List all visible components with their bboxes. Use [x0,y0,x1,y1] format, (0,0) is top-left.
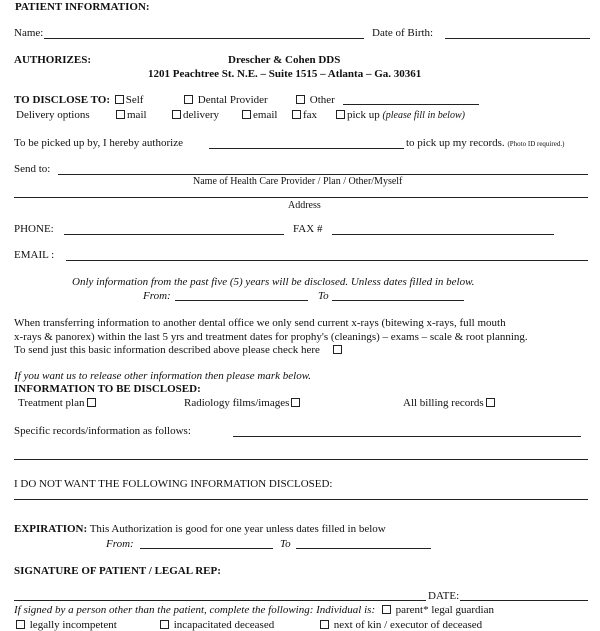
next-of-kin-checkbox[interactable] [320,620,329,629]
practice-name: Drescher & Cohen DDS [228,54,341,66]
radiology-checkbox[interactable] [291,398,300,407]
disclose-row [14,95,143,106]
pickup-text-before: To be picked up by, I hereby authorize [14,137,183,149]
pickup-option [334,110,465,121]
do-not-disclose-field[interactable] [14,499,588,500]
signed-by-text: If signed by a person other than the patient, complete the following: Individual is: [14,604,376,616]
expiration-label: EXPIRATION: [14,523,88,535]
pickup-text-after [406,138,564,149]
only-info-text: Only information from the past five (5) years will be disclosed. Unless dates filled in below. [72,276,475,288]
transfer-line-1: When transferring information to another dental office we only send current x-rays (bitewing x-rays, full mouth [14,317,506,329]
treatment-checkbox[interactable] [87,398,96,407]
delivery-option-label: delivery [183,109,220,121]
incapacitated-checkbox[interactable] [160,620,169,629]
signed-by-row [14,605,494,616]
email-option-label: email [253,109,278,121]
specific-records-field-2[interactable] [14,459,588,460]
name-field[interactable] [44,38,364,39]
incapacitated-label: incapacitated deceased [173,619,275,631]
expiration-from-field[interactable] [140,548,273,549]
specific-records-label: Specific records/information as follows: [14,425,191,437]
self-checkbox[interactable] [115,95,124,104]
expiration-to-field[interactable] [296,548,431,549]
radiology-option [184,398,302,409]
delivery-option [170,110,219,121]
authorizes-label: AUTHORIZES: [14,54,92,66]
email-checkbox[interactable] [242,110,251,119]
other-label: Other [309,94,335,106]
only-info-from-label: From: [143,290,171,302]
fax-field[interactable] [332,234,554,235]
signature-date-label: DATE: [428,590,460,602]
other-option [294,95,335,106]
incompetent-checkbox[interactable] [16,620,25,629]
mail-option [114,110,147,121]
provider-caption: Name of Health Care Provider / Plan / Other/Myself [193,176,403,187]
mail-label: mail [127,109,147,121]
incompetent-option [14,620,117,631]
transfer-line-3-row [14,345,344,356]
section-title-patient-information: PATIENT INFORMATION: [15,1,150,13]
pickup-person-field[interactable] [209,148,404,149]
email-field[interactable] [66,260,588,261]
radiology-label: Radiology films/images [184,397,290,409]
dental-provider-checkbox[interactable] [184,95,193,104]
dental-provider-label: Dental Provider [197,94,268,106]
delivery-label: Delivery options [16,109,90,121]
photo-id-note: (Photo ID required.) [507,140,565,148]
pickup-option-label: pick up [347,109,380,121]
other-field[interactable] [343,104,479,105]
phone-field[interactable] [64,234,284,235]
expiration-from-label: From: [106,538,134,550]
billing-label: All billing records [403,397,484,409]
parent-checkbox[interactable] [382,605,391,614]
treatment-label: Treatment plan [18,397,85,409]
dob-label: Date of Birth: [372,27,434,39]
email-option [240,110,277,121]
fax-option [290,110,317,121]
only-info-to-label: To [318,290,329,302]
other-checkbox[interactable] [296,95,305,104]
email-label: EMAIL : [14,249,55,261]
info-disclosed-label: INFORMATION TO BE DISCLOSED: [14,383,201,395]
only-info-from-field[interactable] [175,300,308,301]
specific-records-field[interactable] [233,436,581,437]
expiration-row [14,524,386,535]
sendto-provider-field[interactable] [58,174,588,175]
mail-checkbox[interactable] [116,110,125,119]
dob-field[interactable] [445,38,590,39]
sendto-address-field[interactable] [14,197,588,198]
practice-address: 1201 Peachtree St. N.E. – Suite 1515 – Atlanta – Ga. 30361 [148,68,422,80]
dental-provider-option [182,95,268,106]
expiration-text: This Authorization is good for one year unless dates filled in below [89,523,386,535]
pickup-checkbox[interactable] [336,110,345,119]
release-other-text: If you want us to release other information then please mark below. [14,370,311,382]
pickup-text-after-label: to pick up my records. [406,137,505,149]
expiration-to-label: To [280,538,291,550]
delivery-checkbox[interactable] [172,110,181,119]
disclose-label: TO DISCLOSE TO: [14,94,110,106]
incapacitated-option [158,620,274,631]
next-of-kin-option [318,620,482,631]
signature-field[interactable] [14,600,426,601]
fax-option-label: fax [303,109,318,121]
billing-checkbox[interactable] [486,398,495,407]
fax-checkbox[interactable] [292,110,301,119]
transfer-line-2: x-rays & panorex) within the last 5 yrs and treatment dates for prophy's (cleanings) – exams – scale & root planning. [14,331,528,343]
parent-label: parent* legal guardian [395,604,494,616]
next-of-kin-label: next of kin / executor of deceased [333,619,483,631]
self-label: Self [125,94,144,106]
treatment-option [18,398,98,409]
only-info-to-field[interactable] [332,300,464,301]
incompetent-label: legally incompetent [29,619,117,631]
fax-label: FAX # [293,223,323,235]
phone-label: PHONE: [14,223,54,235]
basic-info-checkbox[interactable] [333,345,342,354]
pickup-note: (please fill in below) [382,110,465,121]
signature-date-field[interactable] [460,600,588,601]
billing-option [403,398,497,409]
do-not-disclose-label: I DO NOT WANT THE FOLLOWING INFORMATION DISCLOSED: [14,478,333,490]
address-caption: Address [288,200,321,211]
signature-label: SIGNATURE OF PATIENT / LEGAL REP: [14,565,221,577]
transfer-line-3: To send just this basic information described above please check here [14,344,320,356]
sendto-label: Send to: [14,163,51,175]
name-label: Name: [14,27,44,39]
